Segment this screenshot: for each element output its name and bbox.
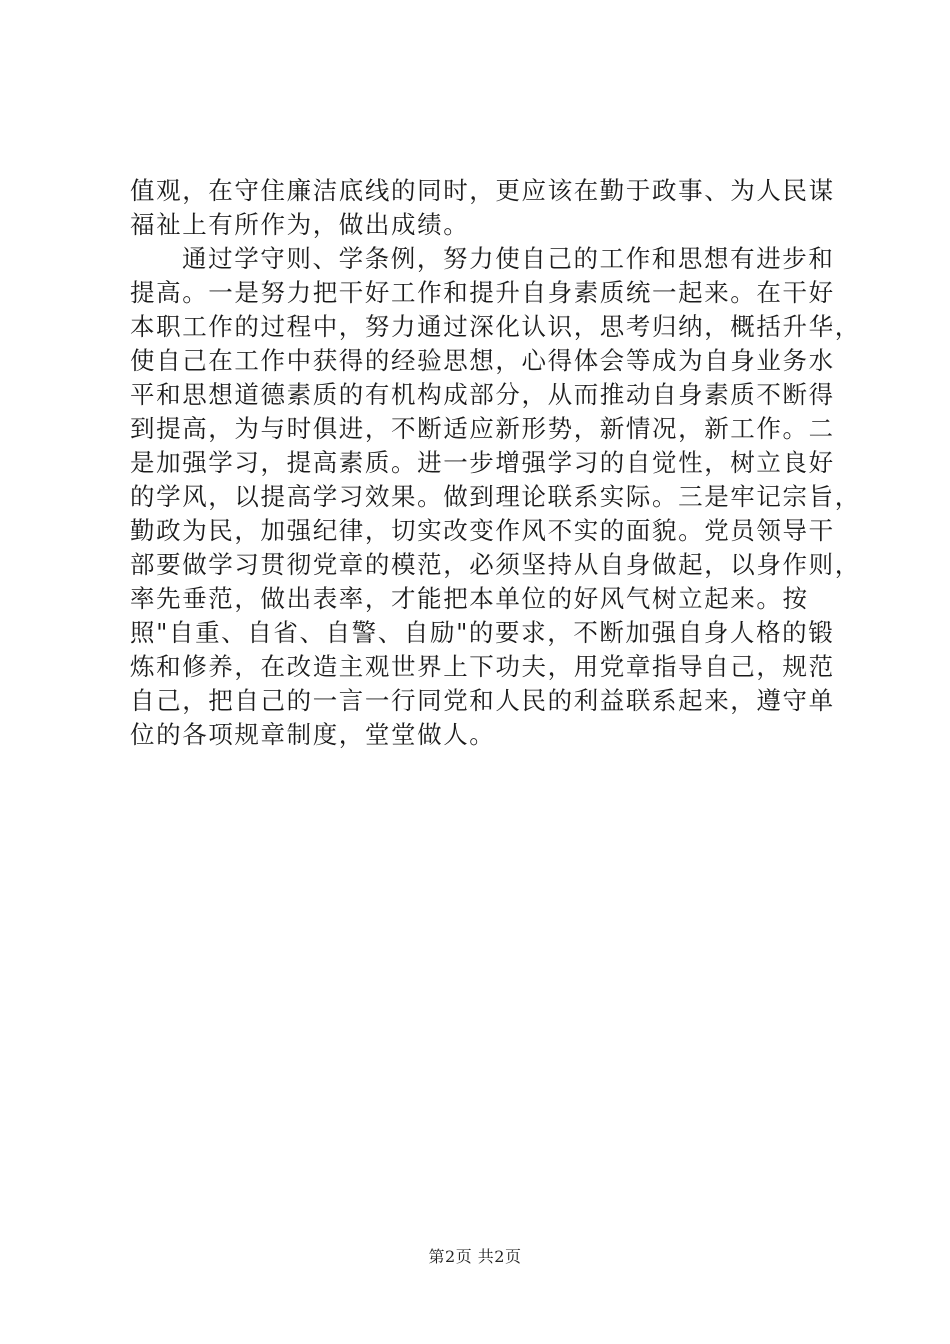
text-line: 福祉上有所作为，做出成绩。 (130, 210, 470, 239)
text-line: 提高。一是努力把干好工作和提升自身素质统一起来。在干好 (130, 278, 835, 307)
text-line: 值观，在守住廉洁底线的同时，更应该在勤于政事、为人民谋 (130, 176, 835, 205)
text-line: 到提高，为与时俱进，不断适应新形势，新情况，新工作。二 (130, 414, 835, 443)
text-line: 本职工作的过程中，努力通过深化认识，思考归纳，概括升华， (130, 312, 861, 341)
text-line: 使自己在工作中获得的经验思想，心得体会等成为自身业务水 (130, 346, 835, 375)
text-line: 是加强学习，提高素质。进一步增强学习的自觉性，树立良好 (130, 448, 835, 477)
text-line: 的学风，以提高学习效果。做到理论联系实际。三是牢记宗旨， (130, 482, 861, 511)
text-line: 部要做学习贯彻党章的模范，必须坚持从自身做起，以身作则， (130, 550, 861, 579)
text-line: 平和思想道德素质的有机构成部分，从而推动自身素质不断得 (130, 380, 835, 409)
text-line: 炼和修养，在改造主观世界上下功夫，用党章指导自己，规范 (130, 652, 835, 681)
document-body (130, 174, 861, 752)
page-number-footer: 第2页 共2页 (428, 1247, 522, 1266)
text-line: 照"自重、自省、自警、自励"的要求，不断加强自身人格的锻 (130, 618, 835, 647)
paragraph-first-line: 通过学守则、学条例，努力使自己的工作和思想有进步和 (182, 244, 835, 273)
text-line: 位的各项规章制度，堂堂做人。 (130, 720, 496, 749)
text-line: 率先垂范，做出表率，才能把本单位的好风气树立起来。按 (130, 584, 809, 613)
text-line: 勤政为民，加强纪律，切实改变作风不实的面貌。党员领导干 (130, 516, 835, 545)
text-line: 自己，把自己的一言一行同党和人民的利益联系起来，遵守单 (130, 686, 835, 715)
